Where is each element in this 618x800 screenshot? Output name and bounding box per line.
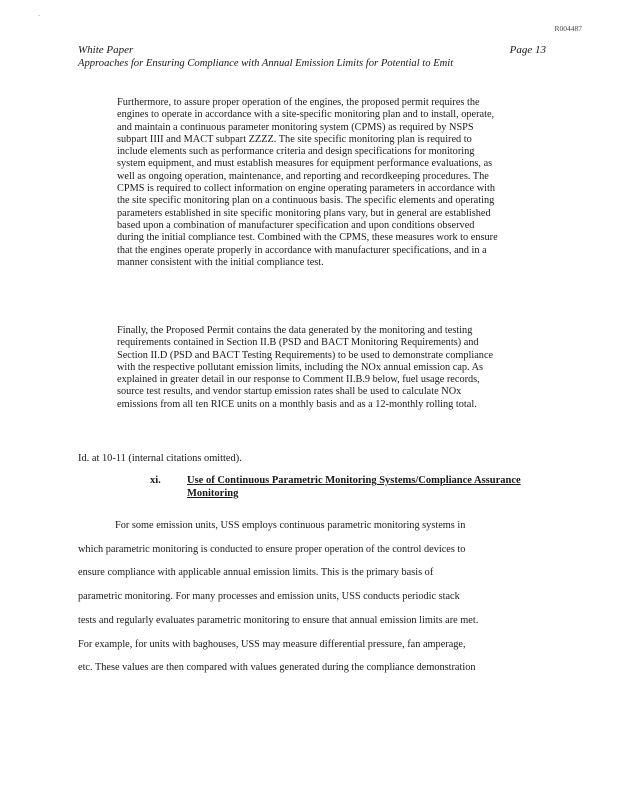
page-number: Page 13 <box>509 44 546 56</box>
body-paragraph <box>78 514 518 680</box>
citation: Id. at 10-11 (internal citations omitted). <box>78 453 242 464</box>
body-line: ensure compliance with applicable annual emission limits. This is the primary basis of <box>78 567 434 579</box>
block-quote-paragraph-2: Finally, the Proposed Permit contains the data generated by the monitoring and testing requirements contained in Section II.B (PSD and BACT Monitoring Requirements) and Section II.D (PSD and BACT Testing Requirements) to be used to demonstrate compliance with the respective pollutant emission limits, including the NOx annual emission cap. As explained in greater detail in our response to Comment II.B.9 below, fuel usage records, source test results, and vendor startup emission rates shall be used to calculate NOx emissions from all ten RICE units on a monthly basis and as a 12-monthly rolling total. <box>117 325 494 410</box>
section-title: Use of Continuous Parametric Monitoring Systems/Compliance Assurance Monitoring <box>187 475 521 499</box>
document-id: R004487 <box>554 24 582 33</box>
block-quote-paragraph-1: Furthermore, to assure proper operation of the engines, the proposed permit requires the engines to operate in accordance with a site-specific monitoring plan and to install, operate, and maintain a continuous parameter monitoring system (CPMS) as required by NSPS subpart IIII and MACT subpart ZZZZ. The site specific monitoring plan is required to include elements such as performance criteria and design specifications for monitoring system equipment, and must establish measures for equipment performance evaluations, as well as ongoing operation, maintenance, and reporting and recordkeeping procedures. The CPMS is required to collect information on engine operating parameters in accordance with the site specific monitoring plan on a continuous basis. The specific elements and operating parameters established in site specific monitoring plans vary, but in general are established based upon a combination of manufacturer specification and upon conditions observed during the initial compliance test. Combined with the CPMS, these measures work to ensure that the engines operate properly in accordance with manufacturer specifications, and in a manner consistent with the initial compliance test. <box>117 97 498 268</box>
body-line: For some emission units, USS employs continuous parametric monitoring systems in <box>115 520 466 531</box>
header-subtitle: Approaches for Ensuring Compliance with Annual Emission Limits for Potential to Emit <box>78 58 454 69</box>
body-line: tests and regularly evaluates parametric monitoring to ensure that annual emission limits are met. <box>78 614 479 626</box>
header-title: White Paper <box>78 44 134 56</box>
body-line: parametric monitoring. For many processes and emission units, USS conducts periodic stack <box>78 591 460 603</box>
page-mark: ´ <box>38 14 41 22</box>
body-line: For example, for units with baghouses, USS may measure differential pressure, fan amperage, <box>78 638 466 650</box>
section-number: xi. <box>150 475 161 486</box>
body-line: etc. These values are then compared with values generated during the compliance demonstration <box>78 662 476 674</box>
body-line: which parametric monitoring is conducted to ensure proper operation of the control devices to <box>78 543 466 555</box>
